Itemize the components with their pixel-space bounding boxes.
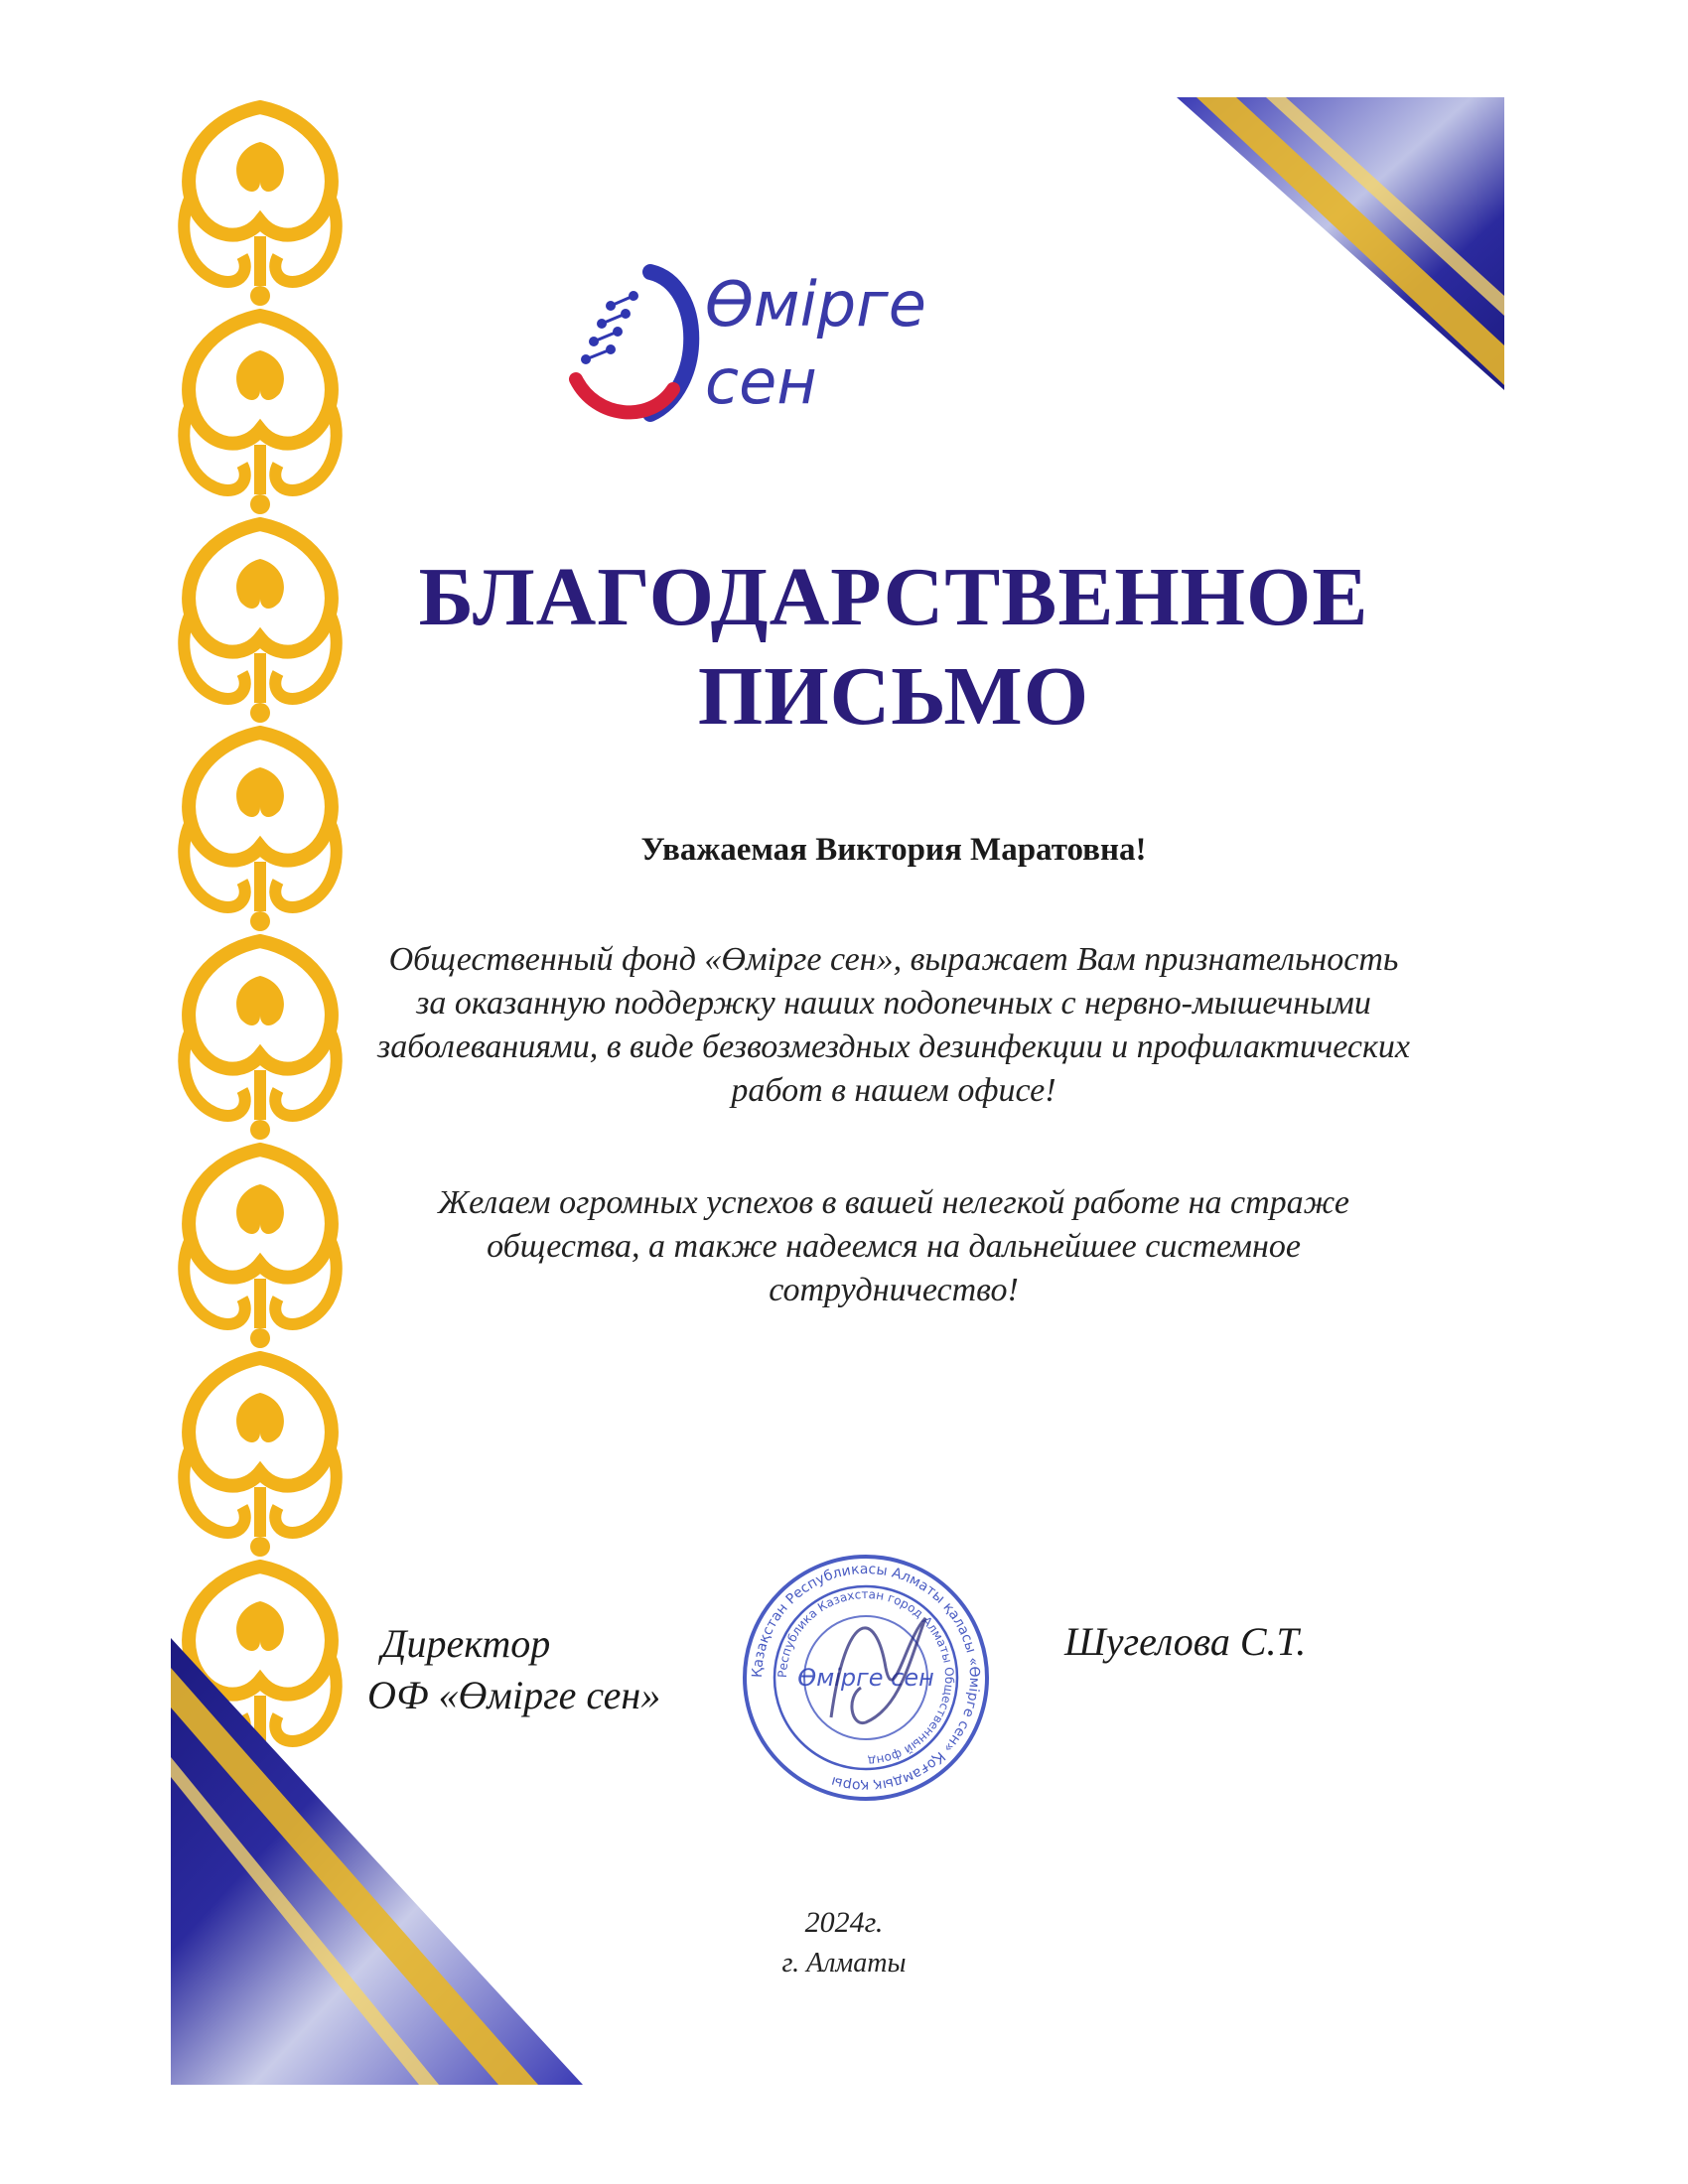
document-year: 2024г.	[804, 1906, 884, 1939]
foundation-logo	[556, 260, 973, 429]
signatory-organization: ОФ «Өмірге сен»	[367, 1673, 661, 1717]
corner-decoration-top-right	[1177, 97, 1504, 395]
signatory-position	[367, 1618, 660, 1721]
logo-emblem-icon	[556, 260, 705, 429]
document-city: г. Алматы	[781, 1948, 907, 1979]
logo-text-line1: Өмірге	[705, 268, 926, 341]
logo-text-line2: сен	[705, 345, 817, 418]
stamp-center-text: Өмірге сен	[797, 1664, 934, 1692]
stamp-inner-text: Республика Казахстан город Алматы Общественный фонд	[774, 1586, 957, 1769]
signatory-name: Шугелова С.Т.	[1064, 1619, 1307, 1664]
document-title-line2: ПИСЬМО	[697, 650, 1090, 743]
salutation: Уважаемая Виктория Маратовна!	[640, 832, 1147, 868]
ornament-border	[171, 97, 350, 1785]
body-paragraph: Желаем огромных успехов в вашей нелегкой работе на страже общества, а также надеемся на дальнейшее системное сотрудничество!	[438, 1184, 1349, 1308]
document-title-line1: БЛАГОДАРСТВЕННОЕ	[418, 551, 1369, 643]
stamp-outer-text: Қазақстан Республикасы Алматы қаласы «Өмірге сен» Қоғамдық қоры	[749, 1561, 983, 1795]
body-paragraph: Общественный фонд «Өмірге сен», выражает Вам признательность за оказанную поддержку наших подопечных с нервно-мышечными заболеваниями, в виде безвозмездных дезинфекции и профилактических работ в нашем офисе!	[377, 941, 1410, 1109]
official-stamp	[737, 1549, 995, 1807]
signatory-title: Директор	[381, 1621, 551, 1666]
